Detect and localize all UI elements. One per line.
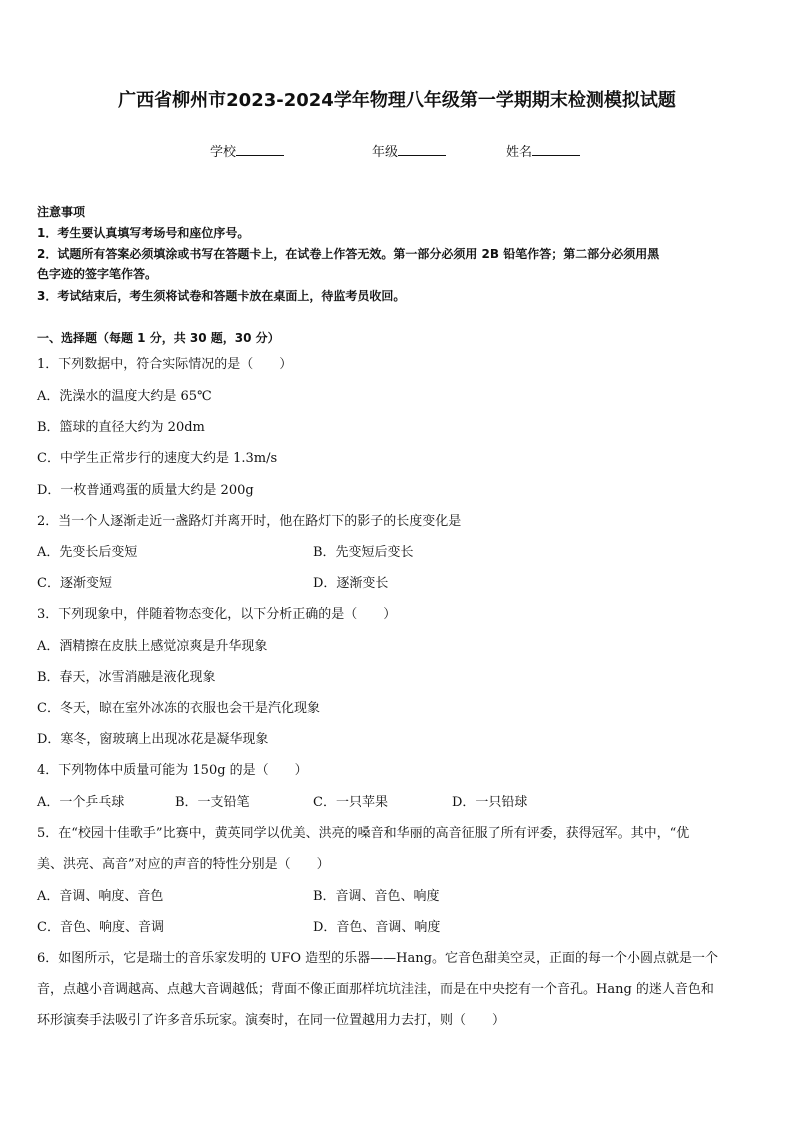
name-label: 姓名 <box>506 145 533 160</box>
section-heading: 一、选择题（每题 1 分，共 30 题，30 分） <box>37 331 280 345</box>
q5-option-a[interactable]: A．音调、响度、音色 <box>37 889 164 904</box>
q5-option-d[interactable]: D．音色、音调、响度 <box>313 920 441 935</box>
q3-option-a[interactable]: A．酒精擦在皮肤上感觉凉爽是升华现象 <box>37 639 268 654</box>
q6-stem-line1: 6．如图所示，它是瑞士的音乐家发明的 UFO 造型的乐器——Hang。它音色甜美空灵，正面的每一个小圆点就是一个 <box>37 951 718 966</box>
q3-stem: 3．下列现象中，伴随着物态变化，以下分析正确的是（ ） <box>37 607 397 622</box>
q5-option-c[interactable]: C．音色、响度、音调 <box>37 920 164 935</box>
q6-stem-line2: 音，点越小音调越高、点越大音调越低；背面不像正面那样坑坑洼洼，而是在中央挖有一个音孔。Hang 的迷人音色和 <box>37 982 714 997</box>
q6-stem-line3: 环形演奏手法吸引了许多音乐玩家。演奏时，在同一位置越用力去打，则（ ） <box>37 1013 506 1028</box>
q4-option-d[interactable]: D．一只铅球 <box>452 795 528 810</box>
q5-option-b[interactable]: B．音调、音色、响度 <box>313 889 440 904</box>
q1-option-c[interactable]: C．中学生正常步行的速度大约是 1.3m/s <box>37 451 278 466</box>
q5-stem-line2: 美、洪亮、高音”对应的声音的特性分别是（ ） <box>37 857 330 872</box>
school-blank[interactable] <box>236 143 284 156</box>
q4-option-c[interactable]: C．一只苹果 <box>313 795 388 810</box>
school-field[interactable] <box>210 141 284 160</box>
grade-label: 年级 <box>372 145 399 160</box>
notice-item-3: 3．考试结束后，考生须将试卷和答题卡放在桌面上，待监考员收回。 <box>37 289 406 303</box>
q1-option-b[interactable]: B．篮球的直径大约为 20dm <box>37 420 205 435</box>
q4-option-a[interactable]: A．一个乒乓球 <box>37 795 125 810</box>
q5-stem-line1: 5．在“校园十佳歌手”比赛中，黄英同学以优美、洪亮的嗓音和华丽的高音征服了所有评委，获得冠军。其中，“优 <box>37 826 690 841</box>
grade-field[interactable] <box>372 141 446 160</box>
q2-option-d[interactable]: D．逐渐变长 <box>313 576 389 591</box>
grade-blank[interactable] <box>398 143 446 156</box>
notice-item-1: 1．考生要认真填写考场号和座位序号。 <box>37 226 250 240</box>
q2-stem: 2．当一个人逐渐走近一盏路灯并离开时，他在路灯下的影子的长度变化是 <box>37 514 462 529</box>
name-field[interactable] <box>506 141 580 160</box>
school-label: 学校 <box>210 145 237 160</box>
page-title: 广西省柳州市2023-2024学年物理八年级第一学期期末检测模拟试题 <box>118 90 676 111</box>
q1-stem: 1．下列数据中，符合实际情况的是（ ） <box>37 357 293 372</box>
q1-option-a[interactable]: A．洗澡水的温度大约是 65℃ <box>37 389 212 404</box>
q2-option-b[interactable]: B．先变短后变长 <box>313 545 414 560</box>
q4-option-b[interactable]: B．一支铅笔 <box>175 795 250 810</box>
q1-option-d[interactable]: D．一枚普通鸡蛋的质量大约是 200g <box>37 483 254 498</box>
notice-heading: 注意事项 <box>37 205 86 219</box>
notice-item-2b: 色字迹的签字笔作答。 <box>37 267 158 281</box>
q3-option-d[interactable]: D．寒冬，窗玻璃上出现冰花是凝华现象 <box>37 732 269 747</box>
q2-option-a[interactable]: A．先变长后变短 <box>37 545 138 560</box>
q2-option-c[interactable]: C．逐渐变短 <box>37 576 112 591</box>
q4-stem: 4．下列物体中质量可能为 150g 的是（ ） <box>37 763 308 778</box>
q3-option-c[interactable]: C．冬天，晾在室外冰冻的衣服也会干是汽化现象 <box>37 701 320 716</box>
name-blank[interactable] <box>532 143 580 156</box>
notice-item-2a: 2．试题所有答案必须填涂或书写在答题卡上，在试卷上作答无效。第一部分必须用 2B 铅笔作答；第二部分必须用黑 <box>37 247 660 261</box>
q3-option-b[interactable]: B．春天，冰雪消融是液化现象 <box>37 670 216 685</box>
